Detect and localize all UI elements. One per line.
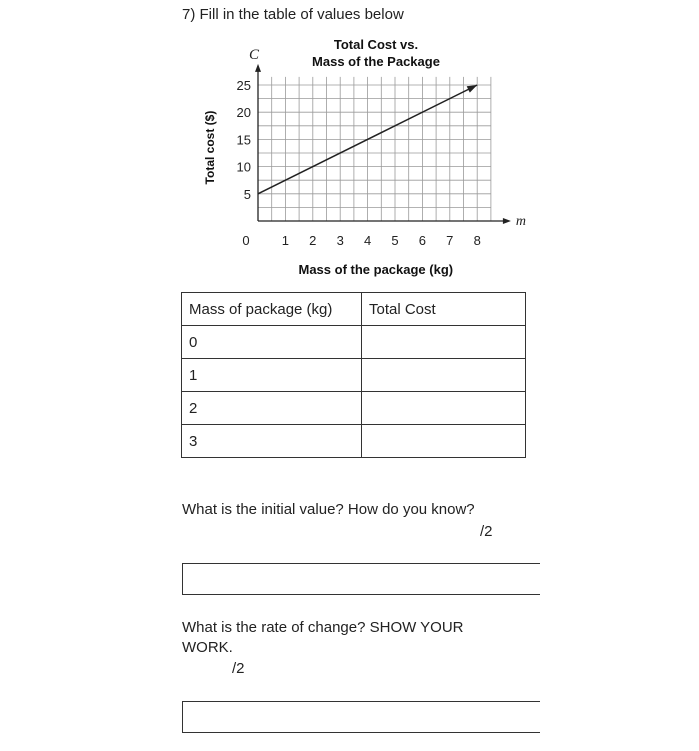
y-tick-label: 20 <box>236 105 251 121</box>
series-arrowhead <box>467 85 478 93</box>
x-tick-label: 8 <box>473 233 481 248</box>
x-axis-variable: m <box>515 214 526 229</box>
y-axis-arrow <box>255 64 261 72</box>
y-tick-label: 10 <box>236 159 251 175</box>
table-row <box>182 359 526 392</box>
initial-value-points: /2 <box>480 523 493 540</box>
x-tick-label: 0 <box>242 233 250 248</box>
x-axis-arrow <box>503 218 511 224</box>
x-tick-label: 2 <box>309 233 317 248</box>
rate-of-change-points: /2 <box>232 660 245 677</box>
table-header-mass: Mass of package (kg) <box>182 293 362 326</box>
table-cell-mass: 0 <box>182 326 362 359</box>
question-label: 7) Fill in the table of values below <box>182 6 404 23</box>
x-tick-label: 3 <box>336 233 344 248</box>
cost-chart <box>196 46 526 288</box>
rate-of-change-question: What is the rate of change? SHOW YOUR WORK. <box>182 619 464 656</box>
table-row <box>182 392 526 425</box>
table-cell-cost[interactable] <box>362 425 526 458</box>
table-header-row <box>182 293 526 326</box>
table-cell-mass: 1 <box>182 359 362 392</box>
table-cell-cost[interactable] <box>362 326 526 359</box>
x-tick-label: 4 <box>363 233 372 248</box>
x-tick-label: 7 <box>446 233 454 248</box>
values-table <box>181 292 526 458</box>
table-row <box>182 326 526 359</box>
chart-title-line-1: Total Cost vs. <box>333 37 419 52</box>
table-cell-mass: 2 <box>182 392 362 425</box>
initial-value-answer-box[interactable] <box>182 563 540 595</box>
table-row <box>182 425 526 458</box>
x-axis-title: Mass of the package (kg) <box>298 262 454 277</box>
table-cell-cost[interactable] <box>362 392 526 425</box>
y-tick-label: 15 <box>236 132 251 148</box>
initial-value-question: What is the initial value? How do you know? <box>182 501 475 518</box>
x-tick-label: 5 <box>391 233 399 248</box>
rate-of-change-answer-box[interactable] <box>182 701 540 733</box>
y-tick-label: 25 <box>236 78 251 93</box>
table-cell-mass: 3 <box>182 425 362 458</box>
x-tick-label: 6 <box>418 233 427 248</box>
table-cell-cost[interactable] <box>362 359 526 392</box>
y-axis-variable: C <box>248 46 260 63</box>
table-header-cost: Total Cost <box>362 293 526 326</box>
y-axis-title: Total cost ($) <box>203 110 217 185</box>
x-tick-label: 1 <box>281 233 290 248</box>
chart-title-line-2: Mass of the Package <box>312 54 440 69</box>
y-tick-label: 5 <box>243 186 251 202</box>
